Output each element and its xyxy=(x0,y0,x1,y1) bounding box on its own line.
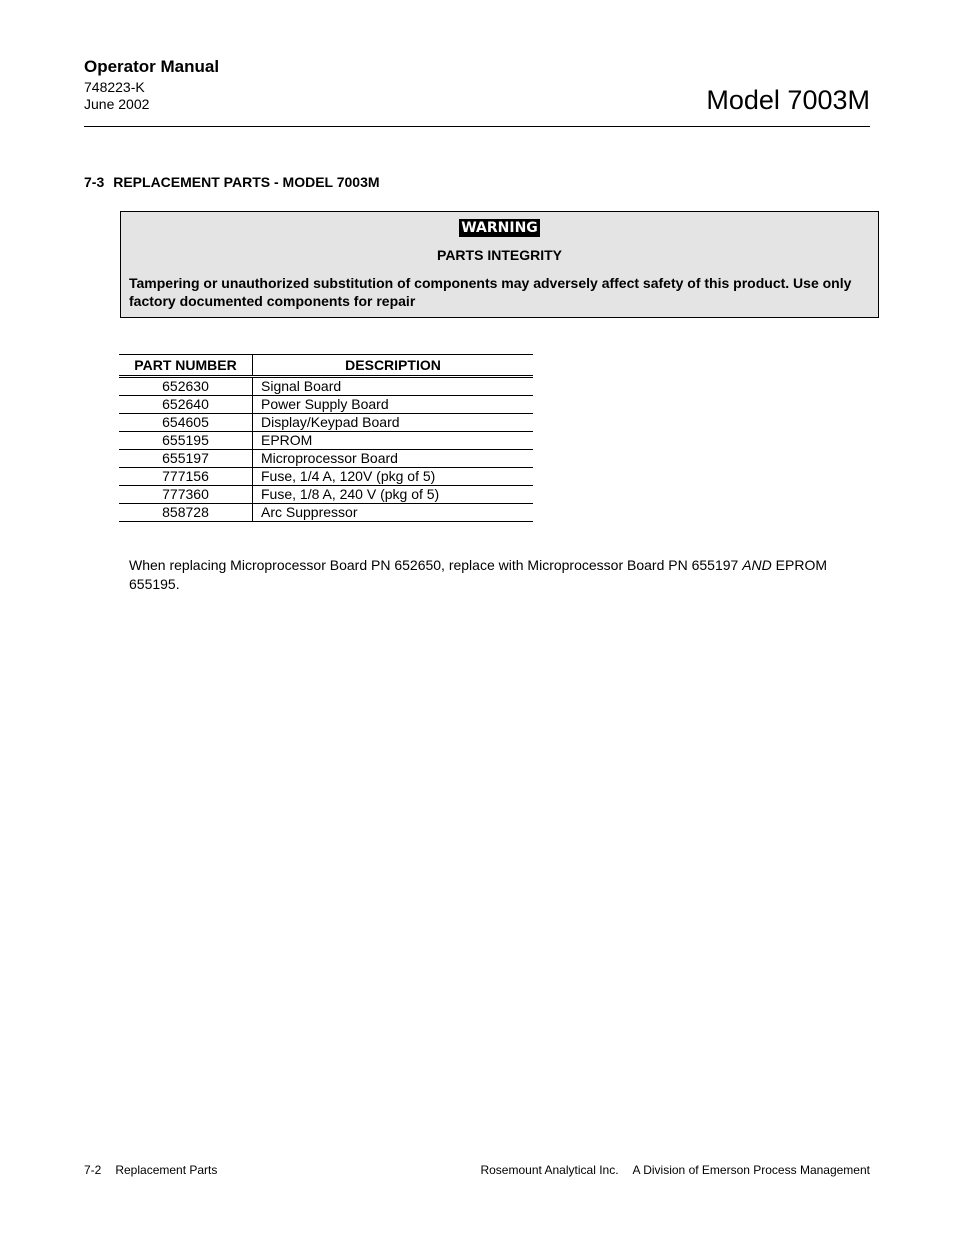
table-row xyxy=(119,432,533,450)
table-row xyxy=(119,377,533,396)
section-heading xyxy=(84,174,380,191)
footer-division: A Division of Emerson Process Management xyxy=(632,1163,870,1177)
table-row xyxy=(119,504,533,522)
note-text-after: EPROM 655195. xyxy=(129,557,827,592)
table-row xyxy=(119,396,533,414)
description-cell: Signal Board xyxy=(253,377,534,396)
description-cell: Microprocessor Board xyxy=(253,450,534,468)
description-cell: Display/Keypad Board xyxy=(253,414,534,432)
page-header xyxy=(84,56,870,127)
document-date: June 2002 xyxy=(84,96,150,112)
manual-title: Operator Manual xyxy=(84,57,220,76)
table-header-row xyxy=(119,355,533,377)
description-cell: Fuse, 1/4 A, 120V (pkg of 5) xyxy=(253,468,534,486)
warning-label-text: WARNING xyxy=(461,220,538,236)
description-cell: Fuse, 1/8 A, 240 V (pkg of 5) xyxy=(253,486,534,504)
table-row xyxy=(119,450,533,468)
description-cell: EPROM xyxy=(253,432,534,450)
description-cell: Power Supply Board xyxy=(253,396,534,414)
part-number-cell: 652640 xyxy=(119,396,253,414)
column-header-description: DESCRIPTION xyxy=(253,355,534,377)
table-row xyxy=(119,468,533,486)
warning-text: Tampering or unauthorized substitution of components may adversely affect safety of this product. Use only factory documented components for repair xyxy=(129,275,852,309)
note-emphasis: AND xyxy=(742,557,772,573)
column-header-part-number: PART NUMBER xyxy=(119,355,253,377)
description-cell: Arc Suppressor xyxy=(253,504,534,522)
part-number-cell: 652630 xyxy=(119,377,253,396)
part-number-cell: 777360 xyxy=(119,486,253,504)
section-number: 7-3 xyxy=(84,174,105,190)
footer-company: Rosemount Analytical Inc. xyxy=(480,1163,619,1177)
part-number-cell: 858728 xyxy=(119,504,253,522)
part-number-cell: 654605 xyxy=(119,414,253,432)
parts-table xyxy=(119,354,533,522)
part-number-cell: 655197 xyxy=(119,450,253,468)
table-row xyxy=(119,414,533,432)
footer-left xyxy=(84,1163,217,1178)
footer-right xyxy=(480,1163,870,1178)
warning-label xyxy=(121,219,878,237)
section-title: REPLACEMENT PARTS - MODEL 7003M xyxy=(113,174,380,190)
footer-page-number: 7-2 xyxy=(84,1163,102,1177)
replacement-note xyxy=(129,556,869,594)
document-number: 748223-K xyxy=(84,79,145,95)
part-number-cell: 655195 xyxy=(119,432,253,450)
warning-box xyxy=(120,211,879,318)
note-text-before: When replacing Microprocessor Board PN 652650, replace with Microprocessor Board PN 655197 xyxy=(129,557,743,573)
footer-section-name: Replacement Parts xyxy=(115,1163,218,1177)
table-row xyxy=(119,486,533,504)
part-number-cell: 777156 xyxy=(119,468,253,486)
warning-subtitle: PARTS INTEGRITY xyxy=(437,247,562,263)
model-title: Model 7003M xyxy=(706,85,870,115)
